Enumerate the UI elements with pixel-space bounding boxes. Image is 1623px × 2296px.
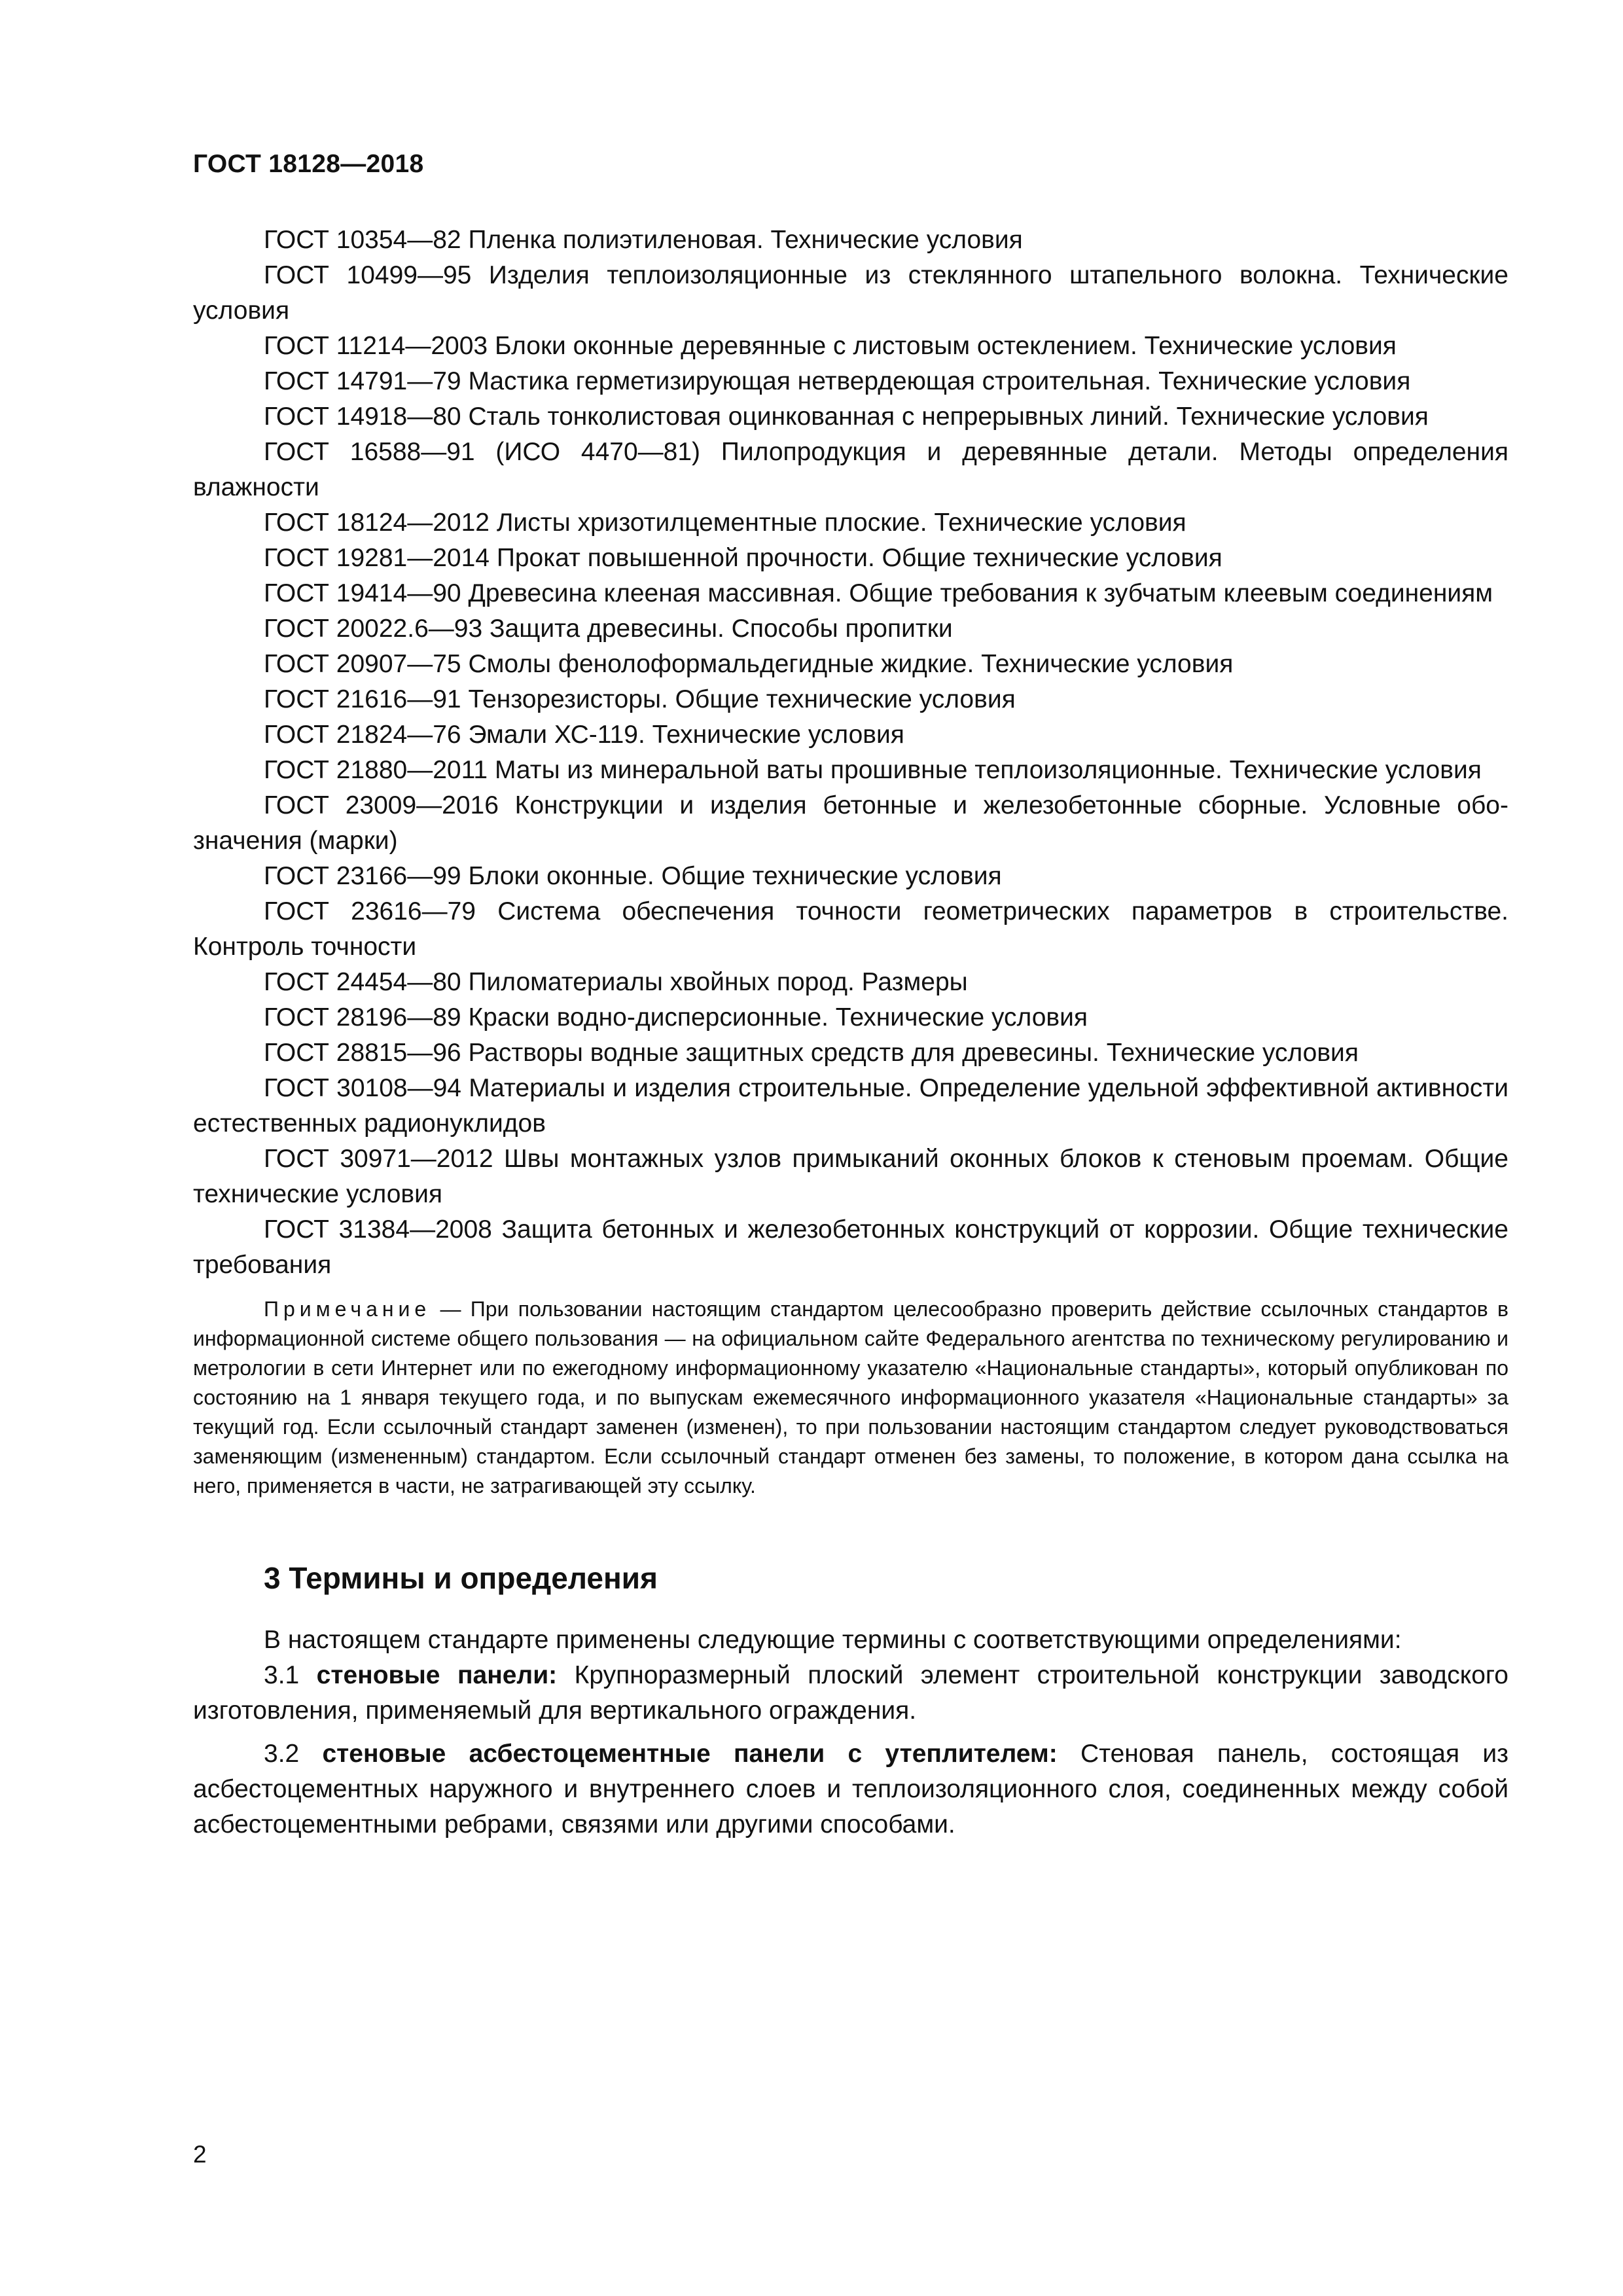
page-number: 2: [193, 2141, 207, 2168]
section-intro: В настоящем стандарте применены следующие термины с соответствующими определениями:: [264, 1626, 1402, 1654]
reference-item: ГОСТ 14918—80 Сталь тонколистовая оцинкованная с непрерывных линий. Технические условия: [264, 403, 1429, 431]
reference-item: ГОСТ 19281—2014 Прокат повышенной прочности. Общие технические условия: [264, 544, 1222, 572]
reference-item: ГОСТ 23009—2016 Конструкции и изделия бетонные и железобетонные сборные. Условные обозначения (марки): [193, 791, 1508, 855]
reference-item: ГОСТ 30108—94 Материалы и изделия строительные. Определение удельной эффективной активности естественных радионуклидов: [193, 1074, 1508, 1138]
term-definition: [193, 1736, 1508, 1842]
reference-item: ГОСТ 21880—2011 Маты из минеральной ваты прошивные теплоизоляционные. Технические условия: [264, 756, 1482, 784]
reference-item: ГОСТ 20907—75 Смолы фенолоформальдегидные жидкие. Технические условия: [264, 650, 1234, 678]
reference-item: ГОСТ 10499—95 Изделия теплоизоляционные из стеклянного штапельного волокна. Технические условия: [193, 261, 1508, 325]
reference-item: ГОСТ 18124—2012 Листы хризотилцементные плоские. Технические условия: [264, 509, 1186, 537]
reference-item: ГОСТ 30971—2012 Швы монтажных узлов примыканий оконных блоков к стеновым проемам. Общие технические условия: [193, 1145, 1508, 1208]
reference-item: ГОСТ 31384—2008 Защита бетонных и железобетонных конструкций от коррозии. Общие технические требования: [193, 1215, 1508, 1279]
reference-item: ГОСТ 23166—99 Блоки оконные. Общие технические условия: [264, 862, 1002, 890]
term-text: Стеновая панель, состоящая из асбестоцементных наружного и внутреннего слоев и теплоизоляционного слоя, соединенных между собой асбестоцементными ребрами, связями или другими способами.: [193, 1740, 1508, 1839]
term-number: 3.2: [264, 1740, 323, 1768]
reference-note: [193, 1295, 1508, 1501]
note-text: — При пользовании настоящим стандартом целесообразно проверить действие ссылочных стандартов в информационной системе общего пользования — на официальном сайте Федерального агентства по техническому регулированию и метрологии в сети Интернет или по ежегодному информационному указателю «Национальные стандарты», который опубликован по состоянию на 1 января текущего года, и по выпускам ежемесячного информационного указателя «Национальные стандарты» за текущий год. Если ссылочный стандарт заменен (изменен), то при пользовании настоящим стандартом следует руководствоваться заменяющим (измененным) стандартом. Если ссылочный стандарт отменен без замены, то положение, в котором дана ссылка на него, применяется в части, не затрагивающей эту ссылку.: [193, 1297, 1508, 1498]
reference-item: ГОСТ 21824—76 Эмали ХС-119. Технические условия: [264, 721, 904, 749]
reference-item: ГОСТ 23616—79 Система обеспечения точности геометрических параметров в строительстве. Контроль точности: [193, 897, 1508, 961]
reference-item: ГОСТ 24454—80 Пиломатериалы хвойных пород. Размеры: [264, 968, 968, 996]
reference-item: ГОСТ 10354—82 Пленка полиэтиленовая. Технические условия: [264, 226, 1023, 254]
note-label: Примечание: [264, 1297, 431, 1321]
reference-item: ГОСТ 28196—89 Краски водно-дисперсионные. Технические условия: [264, 1003, 1088, 1031]
reference-item: ГОСТ 14791—79 Мастика герметизирующая нетвердеющая строительная. Технические условия: [264, 367, 1411, 395]
reference-item: ГОСТ 16588—91 (ИСО 4470—81) Пилопродукция и деревянные детали. Методы определения влажности: [193, 438, 1508, 501]
term-text: Крупноразмерный плоский элемент строительной конструкции заводского изготовления, применяемый для вертикального ограждения.: [193, 1661, 1508, 1725]
section-title: 3 Термины и определения: [264, 1561, 658, 1595]
normative-references-list: [193, 223, 1508, 1283]
term-number: 3.1: [264, 1661, 317, 1689]
term-definition: [193, 1658, 1508, 1729]
reference-item: ГОСТ 20022.6—93 Защита древесины. Способы пропитки: [264, 615, 953, 643]
reference-item: ГОСТ 21616—91 Тензорезисторы. Общие технические условия: [264, 685, 1016, 713]
page-content: [193, 223, 1508, 1842]
standard-code-header: ГОСТ 18128—2018: [193, 150, 424, 178]
reference-item: ГОСТ 28815—96 Растворы водные защитных средств для древесины. Технические условия: [264, 1039, 1359, 1067]
reference-item: ГОСТ 11214—2003 Блоки оконные деревянные с листовым остеклением. Технические условия: [264, 332, 1397, 360]
reference-item: ГОСТ 19414—90 Древесина клееная массивная. Общие требования к зубчатым клеевым соединениям: [264, 579, 1493, 607]
term-name: стеновые панели:: [316, 1661, 558, 1689]
term-name: стеновые асбестоцементные панели с утеплителем:: [322, 1740, 1058, 1768]
